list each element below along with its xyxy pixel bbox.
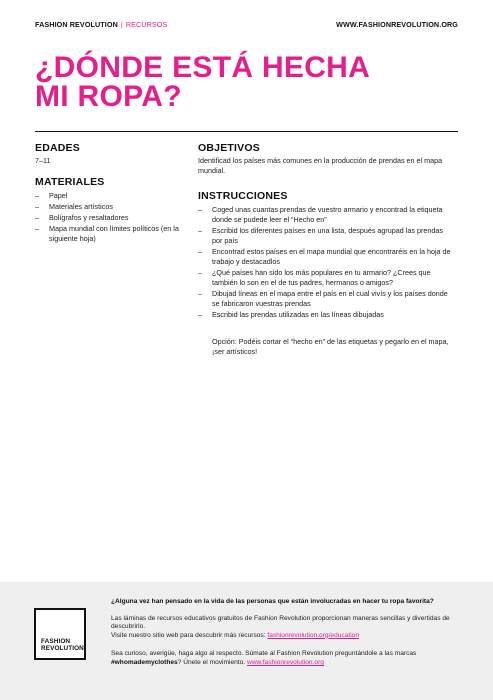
list-item: – ¿Qué países han sido los más populares en tu armario? ¿Crees que también lo son en el de tus padres, hermanos o amigos?	[198, 268, 453, 288]
ages-value: 7–11	[35, 156, 51, 165]
footer	[0, 582, 493, 700]
title-divider	[35, 131, 458, 132]
brand-name: FASHION REVOLUTION	[35, 20, 118, 29]
section-label: RECURSOS	[125, 20, 168, 29]
list-item: – Mapa mundial con límites políticos (en la siguiente hoja)	[35, 224, 185, 244]
objectives-heading: OBJETIVOS	[198, 142, 260, 154]
ages-heading: EDADES	[35, 142, 80, 154]
header-separator: |	[120, 20, 123, 29]
cta-text-2: ? Únete el movimiento.	[177, 658, 247, 666]
list-item: – Dibujad líneas en el mapa entre el país en el cual vivís y los países donde se fabricaron vuestras prendas	[198, 289, 453, 309]
list-item: – Materiales artísticos	[35, 202, 185, 212]
footer-text	[111, 598, 461, 668]
materials-heading: MATERIALES	[35, 176, 105, 188]
list-item: – Coged unas cuantas prendas de vuestro armario y encontrad la etiqueta donde se pudede leer el “Hecho en”	[198, 205, 453, 225]
list-item: – Encontrad estos países en el mapa mundial que encontraréis en la hoja de trabajo y destacadlos	[198, 247, 453, 267]
logo-line-1: FASHION	[41, 638, 71, 645]
list-item: – Bolígrafos y resaltadores	[35, 213, 185, 223]
cta-text: Sea curioso, averigüe, haga algo al respecto. Súmate al Fashion Revolution preguntándole a las marcas	[111, 650, 417, 658]
hashtag: #whomademyclothes	[111, 658, 178, 666]
materials-list	[35, 191, 185, 244]
list-item: – Escribid los diferentes países en una lista, después agrupad las prendas por país	[198, 226, 453, 246]
list-item: – Papel	[35, 191, 185, 201]
instructions-heading: INSTRUCCIONES	[198, 190, 288, 202]
logo-line-2: REVOLUTION	[41, 645, 84, 652]
website-link[interactable]: WWW.FASHIONREVOLUTION.ORG	[336, 20, 458, 29]
objectives-text: Identificad los países más comunes en la producción de prendas en el mapa mundial.	[198, 156, 443, 175]
footer-cta	[111, 650, 461, 667]
top-bar	[35, 20, 458, 30]
footer-description: Las láminas de recursos educativos gratuitos de Fashion Revolution proporcionan maneras sencillas y divertidas de descubrirlo.	[111, 614, 450, 631]
footer-question: ¿Alguna vez han pensado en la vida de las personas que están involucradas en hacer tu ropa favorita?	[111, 598, 434, 605]
page-title	[35, 53, 435, 111]
visit-text: Visite nuestro sitio web para descubrir más recursos:	[111, 631, 268, 639]
fashion-revolution-logo	[34, 608, 86, 660]
list-item: – Escribid las prendas utilizadas en las líneas dibujadas	[198, 310, 453, 320]
option-note: Opción: Podéis cortar el “hecho en” de las etiquetas y pegarlo en el mapa, ¡ser artísticos!	[212, 337, 449, 356]
title-line-2: MI ROPA?	[35, 80, 182, 113]
website-footer-link[interactable]: www.fashionrevolution.org	[246, 658, 324, 666]
title-line-1: ¿DÓNDE ESTÁ HECHA	[35, 51, 371, 84]
header-brand	[35, 20, 167, 29]
education-link[interactable]: fashionrevolution.org/education	[267, 631, 360, 639]
logo-text	[41, 638, 84, 652]
left-column	[35, 142, 185, 245]
instructions-list	[198, 205, 453, 320]
footer-visit	[111, 632, 461, 641]
right-column	[198, 142, 453, 357]
